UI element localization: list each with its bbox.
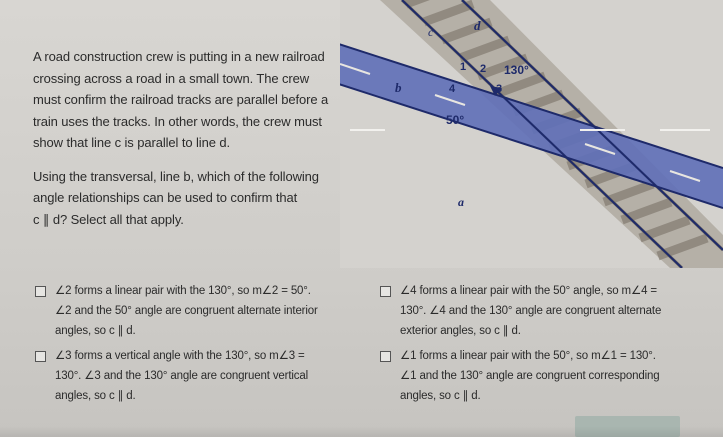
option-4-line-3: angles, so c ∥ d. [400, 390, 481, 402]
angle-label-3: 3 [496, 83, 503, 95]
option-4-line-2: ∠1 and the 130° angle are congruent corresponding [400, 370, 660, 382]
problem-text [33, 46, 333, 242]
option-1-checkbox[interactable] [35, 286, 46, 297]
option-3-checkbox[interactable] [35, 351, 46, 362]
bottom-shadow [0, 426, 723, 437]
option-3-line-3: angles, so c ∥ d. [55, 390, 136, 402]
option-1-line-3: angles, so c ∥ d. [55, 325, 136, 337]
angle-label-2: 2 [480, 63, 487, 75]
problem-paragraph-2-line-2: c ∥ d? Select all that apply. [33, 211, 184, 227]
option-4-line-1: ∠1 forms a linear pair with the 50°, so m∠1 = 130°. [400, 350, 656, 362]
answer-options [0, 278, 723, 437]
angle-label-1: 1 [460, 61, 467, 73]
label-b: b [395, 80, 402, 95]
option-2-line-2: 130°. ∠4 and the 130° angle are congruent alternate [400, 305, 662, 317]
angle-label-130: 130° [504, 63, 529, 77]
angle-label-50: 50° [446, 113, 465, 127]
option-2-line-1: ∠4 forms a linear pair with the 50° angle, so m∠4 = [400, 285, 657, 297]
label-c: c [428, 25, 434, 39]
option-3-line-1: ∠3 forms a vertical angle with the 130°, so m∠3 = [55, 350, 305, 362]
option-4-checkbox[interactable] [380, 351, 391, 362]
problem-paragraph-1: A road construction crew is putting in a new railroad crossing across a road in a small town. The crew must confirm the railroad tracks are parallel before a train uses the tracks. In other words, the crew must show that line c is parallel to line d. [33, 49, 329, 150]
angle-label-4: 4 [449, 83, 456, 95]
problem-paragraph-2 [33, 166, 333, 231]
railroad-crossing-figure [340, 0, 723, 268]
option-2[interactable] [400, 281, 715, 341]
option-1-line-1: ∠2 forms a linear pair with the 130°, so m∠2 = 50°. [55, 285, 311, 297]
option-4[interactable] [400, 346, 715, 406]
option-1[interactable] [55, 281, 375, 341]
label-a: a [458, 195, 464, 209]
label-d: d [474, 18, 481, 33]
option-3[interactable] [55, 346, 375, 406]
option-1-line-2: ∠2 and the 50° angle are congruent alternate interior [55, 305, 318, 317]
option-2-line-3: exterior angles, so c ∥ d. [400, 325, 521, 337]
problem-paragraph-2-line-1: Using the transversal, line b, which of the following angle relationships can be used to confirm that [33, 168, 319, 205]
option-2-checkbox[interactable] [380, 286, 391, 297]
option-3-line-2: 130°. ∠3 and the 130° angle are congruent vertical [55, 370, 309, 382]
